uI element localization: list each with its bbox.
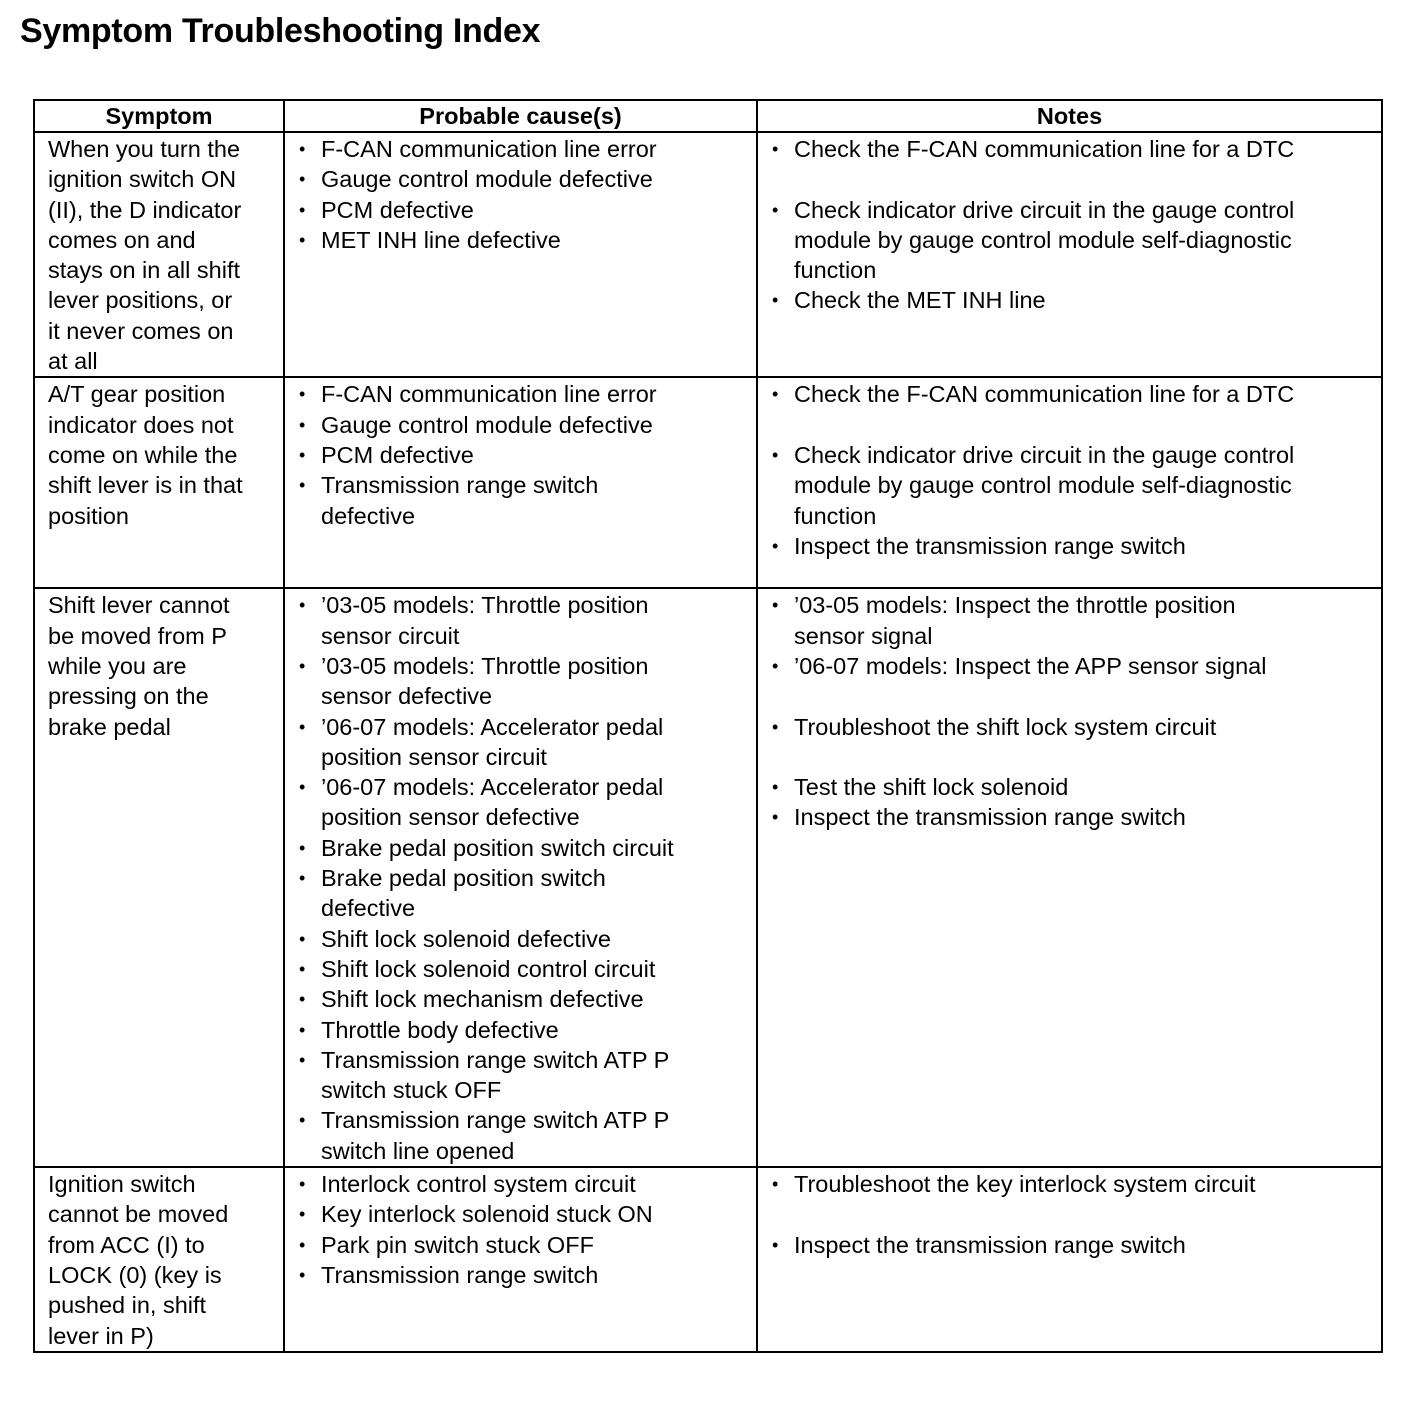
cause-item: • Key interlock solenoid stuck ON	[285, 1199, 756, 1229]
notes-cell	[757, 377, 1382, 588]
note-item: • Check the MET INH line	[758, 285, 1381, 315]
cause-item: • Transmission range switch ATP P switch stuck OFF	[285, 1045, 756, 1106]
cause-item: • Park pin switch stuck OFF	[285, 1230, 756, 1260]
table-row	[34, 377, 1382, 588]
cause-item: • Brake pedal position switch defective	[285, 863, 756, 924]
cause-item: • Interlock control system circuit	[285, 1169, 756, 1199]
cause-item: • ’06-07 models: Accelerator pedal position sensor defective	[285, 772, 756, 833]
causes-cell	[284, 377, 757, 588]
symptom-cell: Ignition switch cannot be moved from ACC (I) to LOCK (0) (key is pushed in, shift lever in P)	[34, 1167, 284, 1352]
note-item: • Inspect the transmission range switch	[758, 531, 1381, 561]
symptom-table	[33, 99, 1383, 1353]
header-notes: Notes	[757, 100, 1382, 132]
note-item: • ’03-05 models: Inspect the throttle position sensor signal	[758, 590, 1381, 651]
symptom-cell: When you turn the ignition switch ON (II), the D indicator comes on and stays on in all shift lever positions, or it never comes on at all	[34, 132, 284, 377]
causes-cell	[284, 588, 757, 1167]
page-title: Symptom Troubleshooting Index	[20, 12, 541, 50]
cause-item: • Gauge control module defective	[285, 164, 756, 194]
table-row	[34, 1167, 1382, 1352]
note-item: • Check the F-CAN communication line for a DTC	[758, 134, 1381, 164]
note-item: • Check indicator drive circuit in the gauge control module by gauge control module self-diagnostic function	[758, 440, 1381, 531]
cause-item: • MET INH line defective	[285, 225, 756, 255]
note-item: • Test the shift lock solenoid	[758, 772, 1381, 802]
cause-item: • F-CAN communication line error	[285, 134, 756, 164]
symptom-cell: A/T gear position indicator does not come on while the shift lever is in that position	[34, 377, 284, 588]
symptom-cell: Shift lever cannot be moved from P while you are pressing on the brake pedal	[34, 588, 284, 1167]
notes-cell	[757, 588, 1382, 1167]
header-symptom: Symptom	[34, 100, 284, 132]
note-item: • ’06-07 models: Inspect the APP sensor signal	[758, 651, 1381, 681]
cause-item: • Transmission range switch defective	[285, 470, 756, 531]
cause-item: • PCM defective	[285, 440, 756, 470]
cause-item: • ’03-05 models: Throttle position sensor circuit	[285, 590, 756, 651]
cause-item: • Transmission range switch	[285, 1260, 756, 1290]
table-row	[34, 132, 1382, 377]
cause-item: • ’06-07 models: Accelerator pedal position sensor circuit	[285, 712, 756, 773]
notes-cell	[757, 1167, 1382, 1352]
cause-item: • Shift lock solenoid control circuit	[285, 954, 756, 984]
cause-item: • PCM defective	[285, 195, 756, 225]
cause-item: • Gauge control module defective	[285, 410, 756, 440]
table-header-row	[34, 100, 1382, 132]
causes-cell	[284, 1167, 757, 1352]
note-item: • Inspect the transmission range switch	[758, 1230, 1381, 1260]
cause-item: • Throttle body defective	[285, 1015, 756, 1045]
note-item: • Check the F-CAN communication line for a DTC	[758, 379, 1381, 409]
note-item: • Check indicator drive circuit in the gauge control module by gauge control module self-diagnostic function	[758, 195, 1381, 286]
cause-item: • Brake pedal position switch circuit	[285, 833, 756, 863]
cause-item: • Shift lock mechanism defective	[285, 984, 756, 1014]
cause-item: • F-CAN communication line error	[285, 379, 756, 409]
cause-item: • Transmission range switch ATP P switch line opened	[285, 1105, 756, 1166]
cause-item: • Shift lock solenoid defective	[285, 924, 756, 954]
causes-cell	[284, 132, 757, 377]
note-item: • Troubleshoot the shift lock system circuit	[758, 712, 1381, 742]
notes-cell	[757, 132, 1382, 377]
header-causes: Probable cause(s)	[284, 100, 757, 132]
note-item: • Inspect the transmission range switch	[758, 802, 1381, 832]
note-item: • Troubleshoot the key interlock system circuit	[758, 1169, 1381, 1199]
cause-item: • ’03-05 models: Throttle position sensor defective	[285, 651, 756, 712]
table-row	[34, 588, 1382, 1167]
